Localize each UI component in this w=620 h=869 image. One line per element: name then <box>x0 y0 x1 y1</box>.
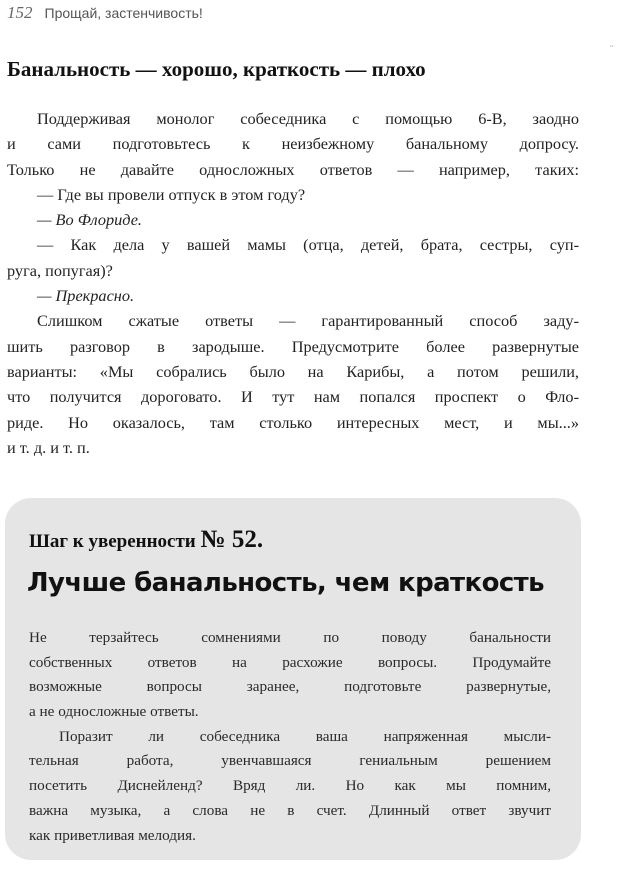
dialogue-line: — Во Флориде. <box>37 210 143 230</box>
step-label-text: Шаг к уверенности <box>29 531 196 552</box>
dialogue-line: — Где вы провели отпуск в этом году? <box>37 184 306 204</box>
sidebar-step-label <box>29 526 263 554</box>
section-heading: Банальность — хорошо, краткость — плохо <box>7 57 426 81</box>
sidebar-line: как приветливая мелодия. <box>29 826 196 844</box>
dialogue-line: руга, попугая)? <box>7 260 113 280</box>
body-line: Слишком сжатые ответы — гарантированный способ заду- <box>37 311 579 331</box>
body-line: риде. Но оказалось, там столько интересных мест, и мы...» <box>7 412 579 432</box>
body-line: варианты: «Мы собрались было на Карибы, а потом решили, <box>7 361 579 381</box>
body-line: Поддерживая монолог собеседника с помощью 6-В, заодно <box>37 109 579 128</box>
body-text <box>7 106 579 460</box>
dialogue-line: — Прекрасно. <box>37 286 135 306</box>
sidebar-line: собственных ответов на расхожие вопросы. Продумайте <box>29 653 551 671</box>
sidebar-line: а не односложные ответы. <box>29 703 199 721</box>
page-number: 152 <box>7 3 33 22</box>
dialogue-line: — Как дела у вашей мамы (отца, детей, брата, сестры, суп- <box>37 235 579 255</box>
running-title: Прощай, застенчивость! <box>44 5 203 21</box>
sidebar-line: тельная работа, увенчавшаяся гениальным решением <box>29 752 551 770</box>
body-line: шить разговор в зародыше. Предусмотрите более развернутые <box>7 336 579 356</box>
sidebar-line: важна музыка, а слова не в счет. Длинный ответ звучит <box>29 801 551 819</box>
sidebar-line: Не терзайтесь сомнениями по поводу банальности <box>29 629 551 646</box>
step-number: № 52. <box>200 526 264 553</box>
corner-mark: ˝ <box>610 45 614 56</box>
sidebar-title: Лучше банальность, чем краткость <box>27 568 544 598</box>
sidebar-line: посетить Диснейленд? Вряд ли. Но как мы помним, <box>29 777 551 795</box>
body-line: и т. д. и т. п. <box>7 437 90 457</box>
sidebar-line: Поразит ли собеседника ваша напряженная мысли- <box>59 727 551 745</box>
body-line: Только не давайте односложных ответов — например, таких: <box>7 159 579 179</box>
running-head <box>7 3 203 25</box>
sidebar-text <box>29 626 551 848</box>
body-line: и сами подготовьтесь к неизбежному банальному допросу. <box>7 134 579 154</box>
sidebar-line: возможные вопросы заранее, подготовьте развернутые, <box>29 678 551 696</box>
body-line: что получится дороговато. И тут нам попался проспект о Фло- <box>7 387 579 407</box>
